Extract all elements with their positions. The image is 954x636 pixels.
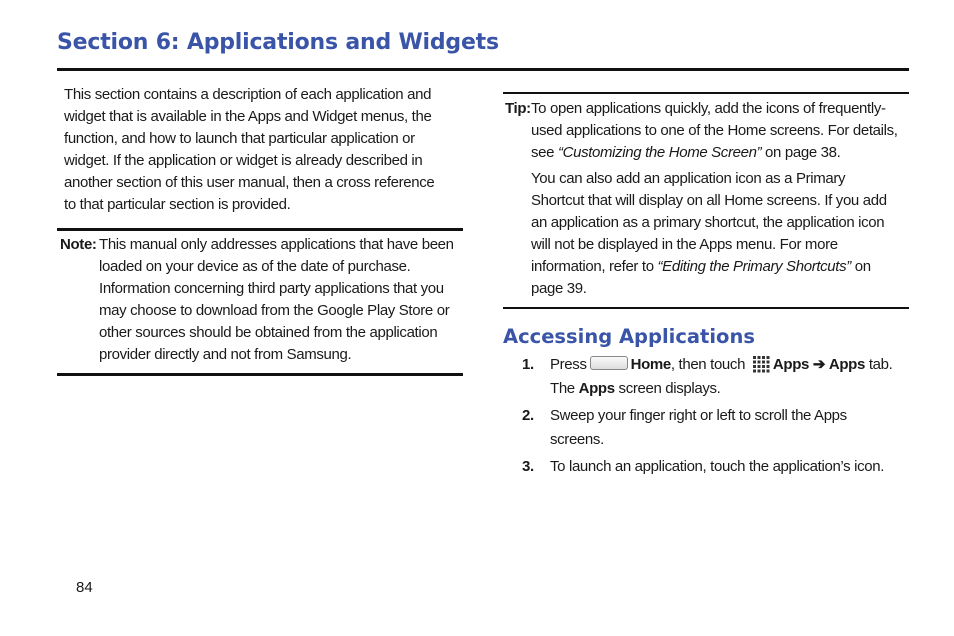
note-line: Information concerning third party applications that you xyxy=(99,280,444,297)
apps-grid-icon xyxy=(752,355,770,373)
tip-line: will not be displayed in the Apps menu. For more xyxy=(531,236,838,253)
subheading: Accessing Applications xyxy=(503,325,755,348)
note-top-rule xyxy=(57,228,463,231)
page-number: 84 xyxy=(76,579,93,596)
tip-bottom-rule xyxy=(503,307,909,309)
step-number: 1. xyxy=(522,356,534,373)
note-line: provider directly and not from Samsung. xyxy=(99,346,352,363)
tip-line: page 39. xyxy=(531,280,587,297)
tip-line: You can also add an application icon as a Primary xyxy=(531,170,846,187)
note-bottom-rule xyxy=(57,373,463,376)
note-line: loaded on your device as of the date of purchase. xyxy=(99,258,411,275)
tip-top-rule xyxy=(503,92,909,94)
step-number: 2. xyxy=(522,407,534,424)
intro-line: widget that is available in the Apps and Widget menus, the xyxy=(64,108,432,125)
tip-line: information, refer to “Editing the Primary Shortcuts” on xyxy=(531,258,871,275)
steps-list xyxy=(522,353,917,482)
intro-line: another section of this user manual, then a cross reference xyxy=(64,174,435,191)
section-title: Section 6: Applications and Widgets xyxy=(57,30,499,55)
step-3: 3. To launch an application, touch the application’s icon. xyxy=(522,455,917,479)
title-rule xyxy=(57,68,909,71)
intro-paragraph xyxy=(64,84,464,216)
home-key-icon xyxy=(590,356,628,370)
note-line: may choose to download from the Google Play Store or xyxy=(99,302,450,319)
tip-line: an application as a primary shortcut, the application icon xyxy=(531,214,885,231)
cross-reference-link[interactable]: “Customizing the Home Screen” xyxy=(557,144,762,161)
note-label: Note: xyxy=(60,236,97,253)
note-line: This manual only addresses applications that have been xyxy=(99,236,454,253)
tip-line: used applications to one of the Home screens. For details, xyxy=(531,122,898,139)
tip-block xyxy=(505,98,909,300)
note-line: other sources should be obtained from the application xyxy=(99,324,438,341)
tip-line: see “Customizing the Home Screen” on page 38. xyxy=(531,144,841,161)
cross-reference-link[interactable]: “Editing the Primary Shortcuts” xyxy=(657,258,851,275)
step-number: 3. xyxy=(522,458,534,475)
step-1: 1. Press Home, then touch Apps ➔ Apps tab. The Apps screen displays. xyxy=(522,353,917,401)
intro-line: to that particular section is provided. xyxy=(64,196,291,213)
intro-line: function, and how to launch that particular application or xyxy=(64,130,415,147)
tip-line: To open applications quickly, add the icons of frequently- xyxy=(531,100,886,117)
note-block xyxy=(60,234,464,366)
step-2: 2. Sweep your finger right or left to scroll the Apps screens. xyxy=(522,404,917,452)
tip-label: Tip: xyxy=(505,100,531,117)
arrow-icon: ➔ xyxy=(812,356,826,373)
intro-line: widget. If the application or widget is already described in xyxy=(64,152,423,169)
intro-line: This section contains a description of each application and xyxy=(64,86,432,103)
tip-line: Shortcut that will display on all Home screens. If you add xyxy=(531,192,887,209)
